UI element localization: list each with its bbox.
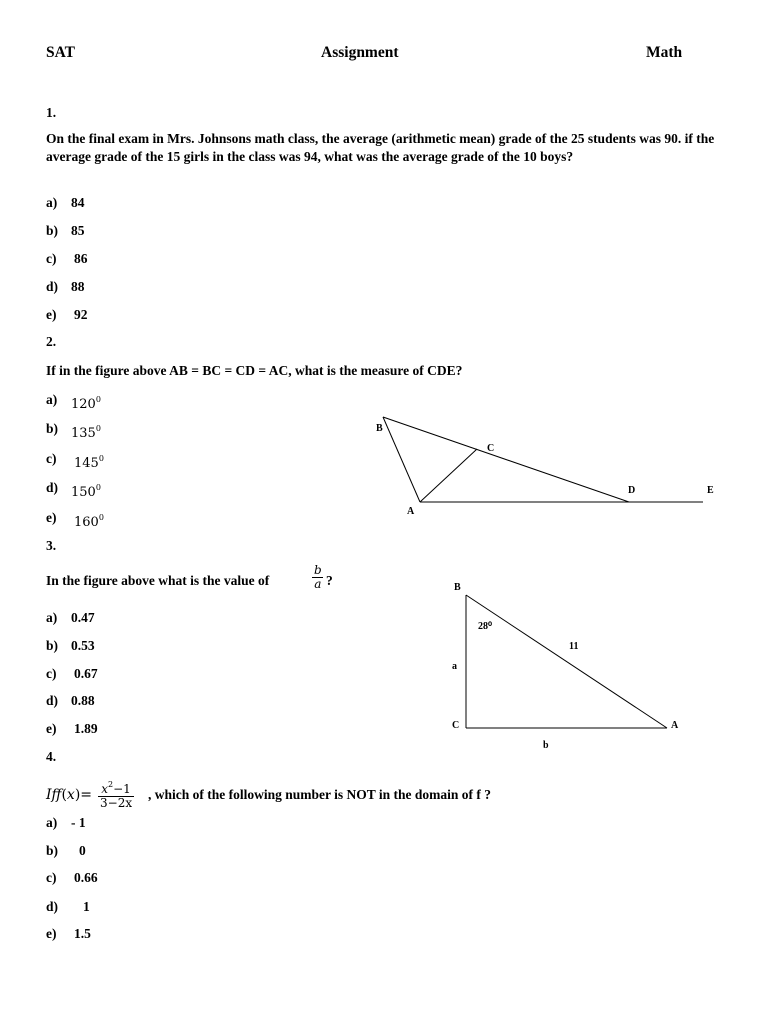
option-value: $150^0$ (71, 483, 101, 500)
fraction-b-over-a (312, 564, 324, 591)
option-value: $145^0$ (74, 454, 104, 471)
option-label: b) (46, 421, 59, 436)
option-value: 92 (74, 307, 88, 322)
point-label-b: B (376, 423, 383, 434)
question-text: , which of the following number is NOT in the domain of f ? (148, 787, 492, 802)
option-label: a) (46, 610, 58, 625)
option-value: 1.89 (74, 721, 98, 736)
question-text: On the final exam in Mrs. Johnsons math class, the average (arithmetic mean) grade of the 25 students was 90. if the average grade of the 15 girls in the class was 94, what was the average grade of the 10 boys? (46, 131, 715, 164)
option-label: d) (46, 279, 59, 294)
option-value: 0.67 (74, 666, 98, 681)
point-label-a: A (407, 506, 415, 517)
option-value: 86 (74, 251, 88, 266)
option-label: b) (46, 638, 59, 653)
point-label-c: C (487, 443, 495, 454)
option-value: 88 (71, 279, 85, 294)
option-label: e) (46, 721, 57, 736)
header-sat: SAT (46, 44, 76, 61)
option-label: d) (46, 693, 59, 708)
option-value: 0.66 (74, 870, 98, 885)
option-value: $160^0$ (74, 513, 104, 530)
question-number: 1. (46, 105, 57, 120)
point-label-e: E (707, 485, 714, 496)
segment-bd (383, 417, 629, 502)
hypotenuse (466, 595, 667, 728)
option-value: - 1 (71, 815, 86, 830)
fraction-numerator: $x^2-1$ (101, 780, 131, 796)
option-label: b) (46, 843, 59, 858)
question-number: 3. (46, 538, 57, 553)
point-label-c: C (452, 720, 460, 731)
option-label: e) (46, 307, 57, 322)
side-b-label: b (543, 740, 549, 751)
option-label: b) (46, 223, 59, 238)
option-value: 1 (83, 899, 90, 914)
figure-triangle-abcde (370, 405, 715, 520)
hypotenuse-label: 11 (569, 641, 579, 652)
question-number: 2. (46, 334, 57, 349)
angle-label: 28⁰ (478, 621, 493, 632)
option-value: 1.5 (74, 926, 91, 941)
option-label: a) (46, 195, 58, 210)
option-value: $120^0$ (71, 395, 101, 412)
option-value: 84 (71, 195, 85, 210)
question-text: In the figure above what is the value of (46, 573, 270, 588)
segment-ac (420, 449, 477, 502)
side-a-label: a (452, 661, 457, 672)
option-value: 0 (79, 843, 86, 858)
option-label: c) (46, 870, 57, 885)
question-number: 4. (46, 749, 57, 764)
function-fraction (98, 778, 134, 810)
fraction-denominator: a (314, 577, 322, 591)
option-label: a) (46, 392, 58, 407)
fraction-denominator: 3−2x (100, 796, 133, 810)
option-label: e) (46, 510, 57, 525)
fraction-numerator: b (314, 563, 322, 577)
point-label-b: B (454, 582, 461, 593)
option-value: 0.53 (71, 638, 95, 653)
header-math: Math (646, 44, 683, 61)
option-label: a) (46, 815, 58, 830)
function-prefix: Iff(x)= (46, 787, 93, 803)
question-mark: ? (326, 573, 333, 588)
option-label: e) (46, 926, 57, 941)
segment-ab (383, 417, 420, 502)
figure-right-triangle (445, 578, 690, 753)
option-value: 85 (71, 223, 85, 238)
option-value: 0.47 (71, 610, 95, 625)
option-value: 0.88 (71, 693, 95, 708)
question-text: If in the figure above AB = BC = CD = AC, what is the measure of CDE? (46, 363, 463, 378)
option-value: $135^0$ (71, 424, 101, 441)
option-label: c) (46, 251, 57, 266)
option-label: c) (46, 451, 57, 466)
option-label: c) (46, 666, 57, 681)
option-label: d) (46, 899, 59, 914)
option-label: d) (46, 480, 59, 495)
point-label-d: D (628, 485, 636, 496)
point-label-a: A (671, 720, 679, 731)
header-assignment: Assignment (321, 44, 399, 61)
